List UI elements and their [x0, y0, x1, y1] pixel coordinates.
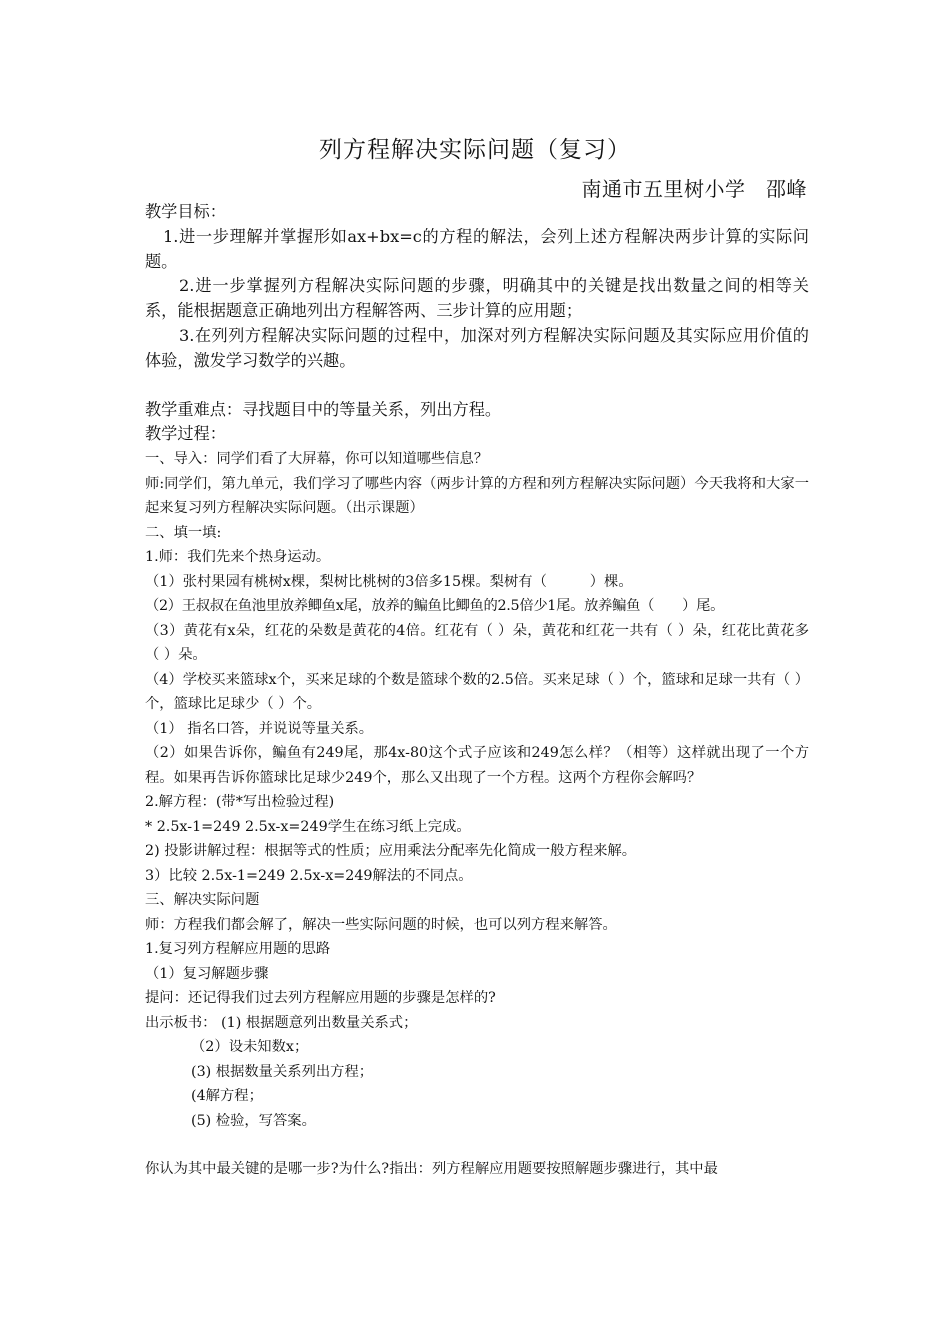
body-line: 你认为其中最关键的是哪一步?为什么?指出：列方程解应用题要按照解题步骤进行，其中最 [145, 1161, 718, 1178]
body-line: 出示板书： (1) 根据题意列出数量关系式； [145, 1014, 418, 1031]
body-line: 师：方程我们都会解了，解决一些实际问题的时候，也可以列方程来解答。 [145, 916, 617, 933]
body-line: 二、填一填: [145, 524, 222, 541]
blank-line [145, 374, 809, 398]
body-line: （4）学校买来篮球x个，买来足球的个数是篮球个数的2.5倍。买来足球（ ）个，篮球和足球一共有（ ）个，篮球比足球少（ ）个。 [145, 671, 809, 713]
process-section [145, 447, 809, 1182]
body-line: 2) 投影讲解过程：根据等式的性质；应用乘法分配率先化简成一般方程来解。 [145, 843, 637, 860]
body-line: （1）张村果园有桃树x棵，梨树比桃树的3倍多15棵。梨树有（ ）棵。 [145, 573, 633, 590]
objectives-section [145, 200, 809, 447]
step-line: （2）设未知数x； [191, 1039, 309, 1056]
objective-item: 2.进一步掌握列方程解决实际问题的步骤，明确其中的关键是找出数量之间的相等关系，能根据题意正确地列出方程解答两、三步计算的应用题； [145, 276, 809, 321]
body-line: 2.解方程：(带*写出检验过程) [145, 794, 335, 811]
body-line: 三、解决实际问题 [145, 892, 260, 909]
document-body [145, 200, 809, 1182]
body-line: （2）王叔叔在鱼池里放养鲫鱼x尾，放养的鳊鱼比鲫鱼的2.5倍少1尾。放养鳊鱼（ ）尾。 [145, 598, 725, 615]
body-line: （2）如果告诉你，鳊鱼有249尾，那4x-80这个式子应该和249怎么样？（相等）这样就出现了一个方程。如果再告诉你篮球比足球少249个，那么又出现了一个方程。这两个方程你会解吗？ [145, 745, 809, 786]
body-line: 一、导入：同学们看了大屏幕，你可以知道哪些信息？ [145, 451, 489, 468]
body-line: 提问：还记得我们过去列方程解应用题的步骤是怎样的? [145, 990, 496, 1007]
body-line: （1）复习解题步骤 [145, 965, 269, 982]
key-points: 教学重难点：寻找题目中的等量关系，列出方程。 [145, 399, 502, 419]
body-line: （3）黄花有x朵，红花的朵数是黄花的4倍。红花有（ ）朵，黄花和红花一共有（ ）朵，红花比黄花多（ ）朵。 [145, 622, 809, 664]
step-line: (3) 根据数量关系列出方程； [191, 1063, 374, 1080]
body-line: （1） 指名口答，并说说等量关系。 [145, 720, 374, 737]
body-line: 1.师：我们先来个热身运动。 [145, 549, 331, 566]
step-line: (4解方程； [191, 1088, 263, 1105]
process-heading: 教学过程： [145, 424, 226, 444]
objective-item: 3.在列列方程解决实际问题的过程中，加深对列方程解决实际问题及其实际应用价值的体验，激发学习数学的兴趣。 [145, 325, 809, 370]
objectives-heading: 教学目标： [145, 202, 226, 221]
body-line: 师:同学们，第九单元，我们学习了哪些内容（两步计算的方程和列方程解决实际问题）今天我将和大家一起来复习列方程解决实际问题。（出示课题） [145, 475, 809, 517]
body-line: * 2.5x-1=249 2.5x-x=249学生在练习纸上完成。 [145, 818, 471, 835]
blank-line [145, 1133, 809, 1157]
body-line: 3）比较 2.5x-1=249 2.5x-x=249解法的不同点。 [145, 867, 473, 884]
objective-item: 1.进一步理解并掌握形如ax+bx=c的方程的解法，会列上述方程解决两步计算的实际问题。 [145, 226, 809, 271]
body-line: 1.复习列方程解应用题的思路 [145, 941, 331, 958]
page-title: 列方程解决实际问题（复习） [319, 137, 631, 163]
author-line: 南通市五里树小学 邵峰 [581, 177, 807, 201]
step-line: (5) 检验，写答案。 [191, 1112, 316, 1129]
